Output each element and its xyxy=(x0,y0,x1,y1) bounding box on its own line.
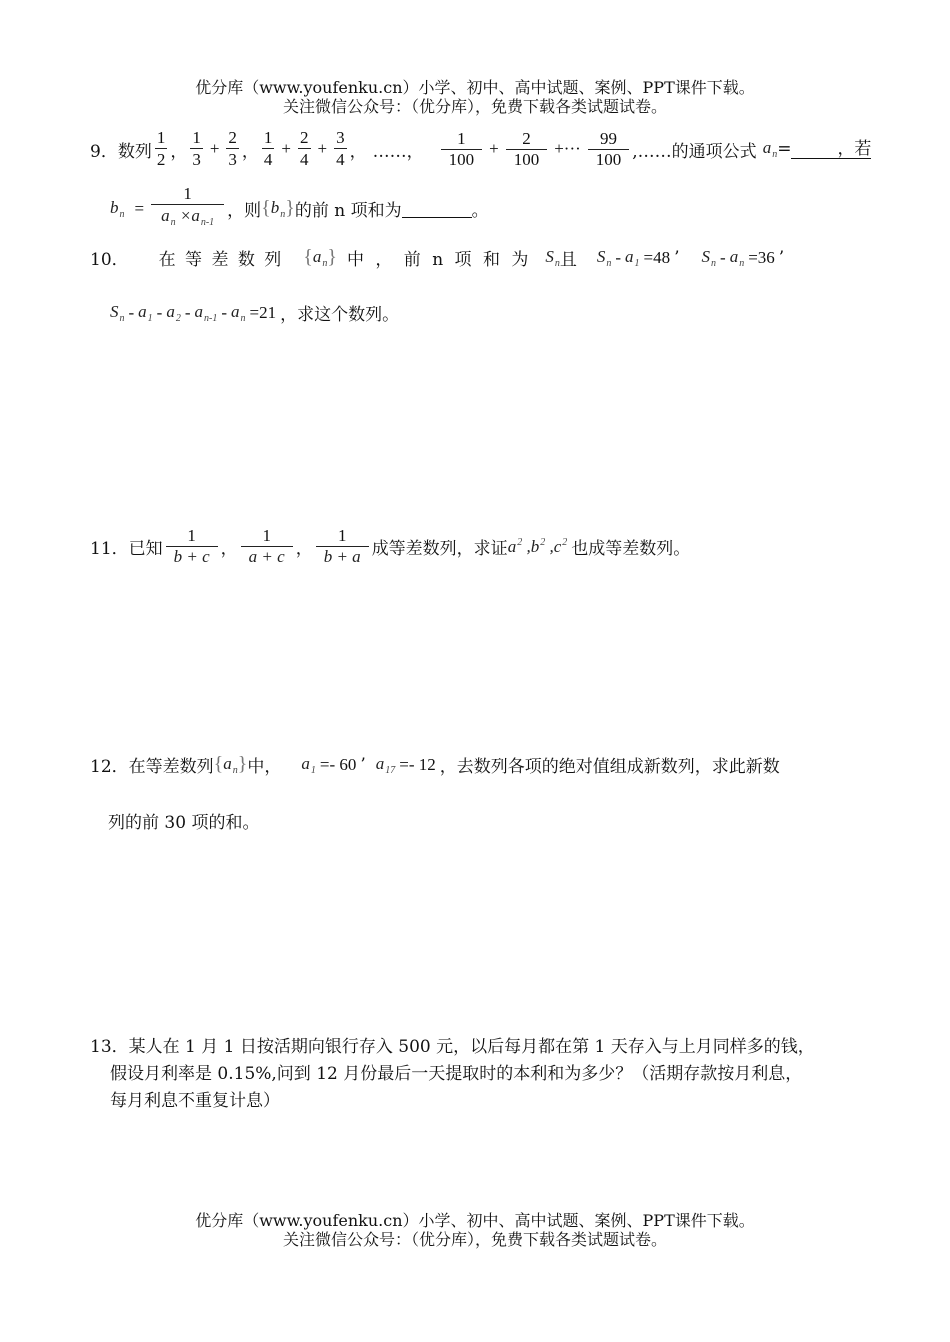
question-12-intro: 在等差数列 xyxy=(128,757,214,777)
fraction-3-4: $\frac{3}{4}$ xyxy=(336,128,345,169)
question-11: 11． 已知 $\frac{1}{b + c}$ ， $\frac{1}{a + c}$ ， $\frac{1}{b + a}$ 成等差数列，求证 $a^2$ $,b^2$ $,c^2$ 也成等差数列。 xyxy=(90,526,691,566)
question-13-line-3: 每月利息不重复计息） xyxy=(110,1091,280,1111)
equation-2: =36 xyxy=(748,247,775,267)
question-13-line-2: 假设月利率是 0.15%,问到 12 月份最后一天提取时的本利和为多少？（活期存款按月利息， xyxy=(110,1064,803,1084)
fraction-2-100: $\frac{2}{100}$ xyxy=(506,129,548,170)
question-10-number: 10． xyxy=(90,250,129,270)
equation-a1: =- 60 xyxy=(319,754,357,774)
fraction-1-100: $\frac{1}{100}$ xyxy=(441,129,483,170)
question-9-then: ，则 xyxy=(227,201,262,221)
answer-blank-1[interactable] xyxy=(791,140,837,159)
question-10-end: ，求这个数列。 xyxy=(280,305,400,325)
question-12-line-1: 12． 在等差数列 { $a_n$ } 中， $a_1$ =- 60 ’ $a_{17}$ =- 12 ，去数列各项的绝对值组成新数列，求此新数 xyxy=(90,753,780,777)
footer-line-2: 关注微信公众号：（优分库），免费下载各类试题试卷。 xyxy=(282,1230,667,1249)
equation-1: =48 xyxy=(643,247,671,267)
symbol-a-n: $a_n$ xyxy=(762,138,778,160)
question-11-intro: 已知 xyxy=(128,539,163,559)
ellipsis: ……， xyxy=(372,141,424,162)
question-9-ruo: ，若 xyxy=(837,138,872,159)
comma: ， xyxy=(349,141,367,162)
question-12-mid: 中， xyxy=(247,757,282,777)
fraction-1-over-a-plus-c: $\frac{1}{a + c}$ xyxy=(241,526,293,567)
equation-a17: =- 12 xyxy=(399,754,436,774)
footer-line-1: 优分库（www.youfenku.cn）小学、初中、高中试题、案例、PPT课件下载。 xyxy=(195,1211,755,1230)
question-12-line-2: 列的前 30 项的和。 xyxy=(108,813,260,833)
fraction-1-2: $\frac{1}{2}$ xyxy=(156,128,166,169)
equation-3: =21 xyxy=(249,302,277,322)
comma: ， xyxy=(241,141,259,162)
answer-blank-2[interactable] xyxy=(402,199,472,218)
comma: ， xyxy=(170,141,188,162)
question-10-qie: 且 xyxy=(559,250,577,270)
fraction-2-4: $\frac{2}{4}$ xyxy=(300,128,309,169)
question-10-line-2: $S_n$ - $a_1$ - $a_2$ - $a_{n-1}$ - $a_n$ =21 ，求这个数列。 xyxy=(110,301,400,325)
question-11-end: 也成等差数列。 xyxy=(571,539,691,559)
question-10-line-1: 10． 在 等 差 数 列 { $a_n$ } 中 ， 前 n 项 和 为 $S_n$ 且 $S_n$ - $a_1$ =48 ’ $S_n$ - $a_n$ =36 ’ xyxy=(90,246,785,270)
symbol-b-n: $b_n$ xyxy=(110,197,125,220)
question-12-end: ，去数列各项的绝对值组成新数列，求此新数 xyxy=(439,757,780,777)
question-9-intro: 数列 xyxy=(117,141,152,162)
question-10-text-1: 在 等 差 数 列 xyxy=(158,250,284,270)
header-line-2: 关注微信公众号：（优分库），免费下载各类试题试卷。 xyxy=(282,97,667,116)
period: 。 xyxy=(471,201,489,221)
equals-sign: = xyxy=(777,139,792,159)
header-line-1: 优分库（www.youfenku.cn）小学、初中、高中试题、案例、PPT课件下载。 xyxy=(195,78,755,97)
question-11-number: 11． xyxy=(90,539,129,559)
fraction-99-100: $\frac{99}{100}$ xyxy=(588,129,630,170)
page-footer xyxy=(0,1211,950,1249)
fraction-1-over-b-plus-a: $\frac{1}{b + a}$ xyxy=(316,526,369,567)
question-9-tail: ,……的通项公式 xyxy=(632,141,757,162)
page-header xyxy=(0,78,950,116)
question-9-number: 9． xyxy=(90,141,118,162)
fraction-1-over-b-plus-c: $\frac{1}{b + c}$ xyxy=(166,526,218,567)
question-13 xyxy=(90,1034,880,1115)
question-9-line-1: 9． 数列 $\frac{1}{2}$ ， $\frac{1}{3}$ + $\frac{2}{3}$ ， $\frac{1}{4}$ + $\frac{2}{4}$ + $\frac{3}{4}$ ， ……， $\frac{1}{100}$ + $\frac{2}{100}$ +··· $\frac{99}{100}$ ,……的通项公式 $a_n$ = ，若 xyxy=(90,128,872,169)
fraction-1-3: $\frac{1}{3}$ xyxy=(192,128,201,169)
question-13-line-1: 某人在 1 月 1 日按活期向银行存入 500 元，以后每月都在第 1 天存入与上月同样多的钱， xyxy=(128,1037,815,1057)
question-13-number: 13． xyxy=(90,1037,129,1057)
question-11-mid: 成等差数列，求证 xyxy=(371,539,508,559)
fraction-1-4: $\frac{1}{4}$ xyxy=(263,128,273,169)
question-12-number: 12． xyxy=(90,757,129,777)
question-9-sum-text: 的前 n 项和为 xyxy=(294,201,402,221)
fraction-1-over-an-an-1: $\frac{1}{a_n \times a_{n-1}}$ xyxy=(151,184,224,233)
squares-a-b-c: $a^2$ $,b^2$ $,c^2$ xyxy=(507,536,568,556)
question-10-text-2: 中 ， 前 n 项 和 为 xyxy=(346,250,532,270)
fraction-2-3: $\frac{2}{3}$ xyxy=(228,128,237,169)
question-9-line-2: $b_n$ = $\frac{1}{a_n \times a_{n-1}}$ ，则 { $b_n$ } 的前 n 项和为 。 xyxy=(110,184,489,233)
